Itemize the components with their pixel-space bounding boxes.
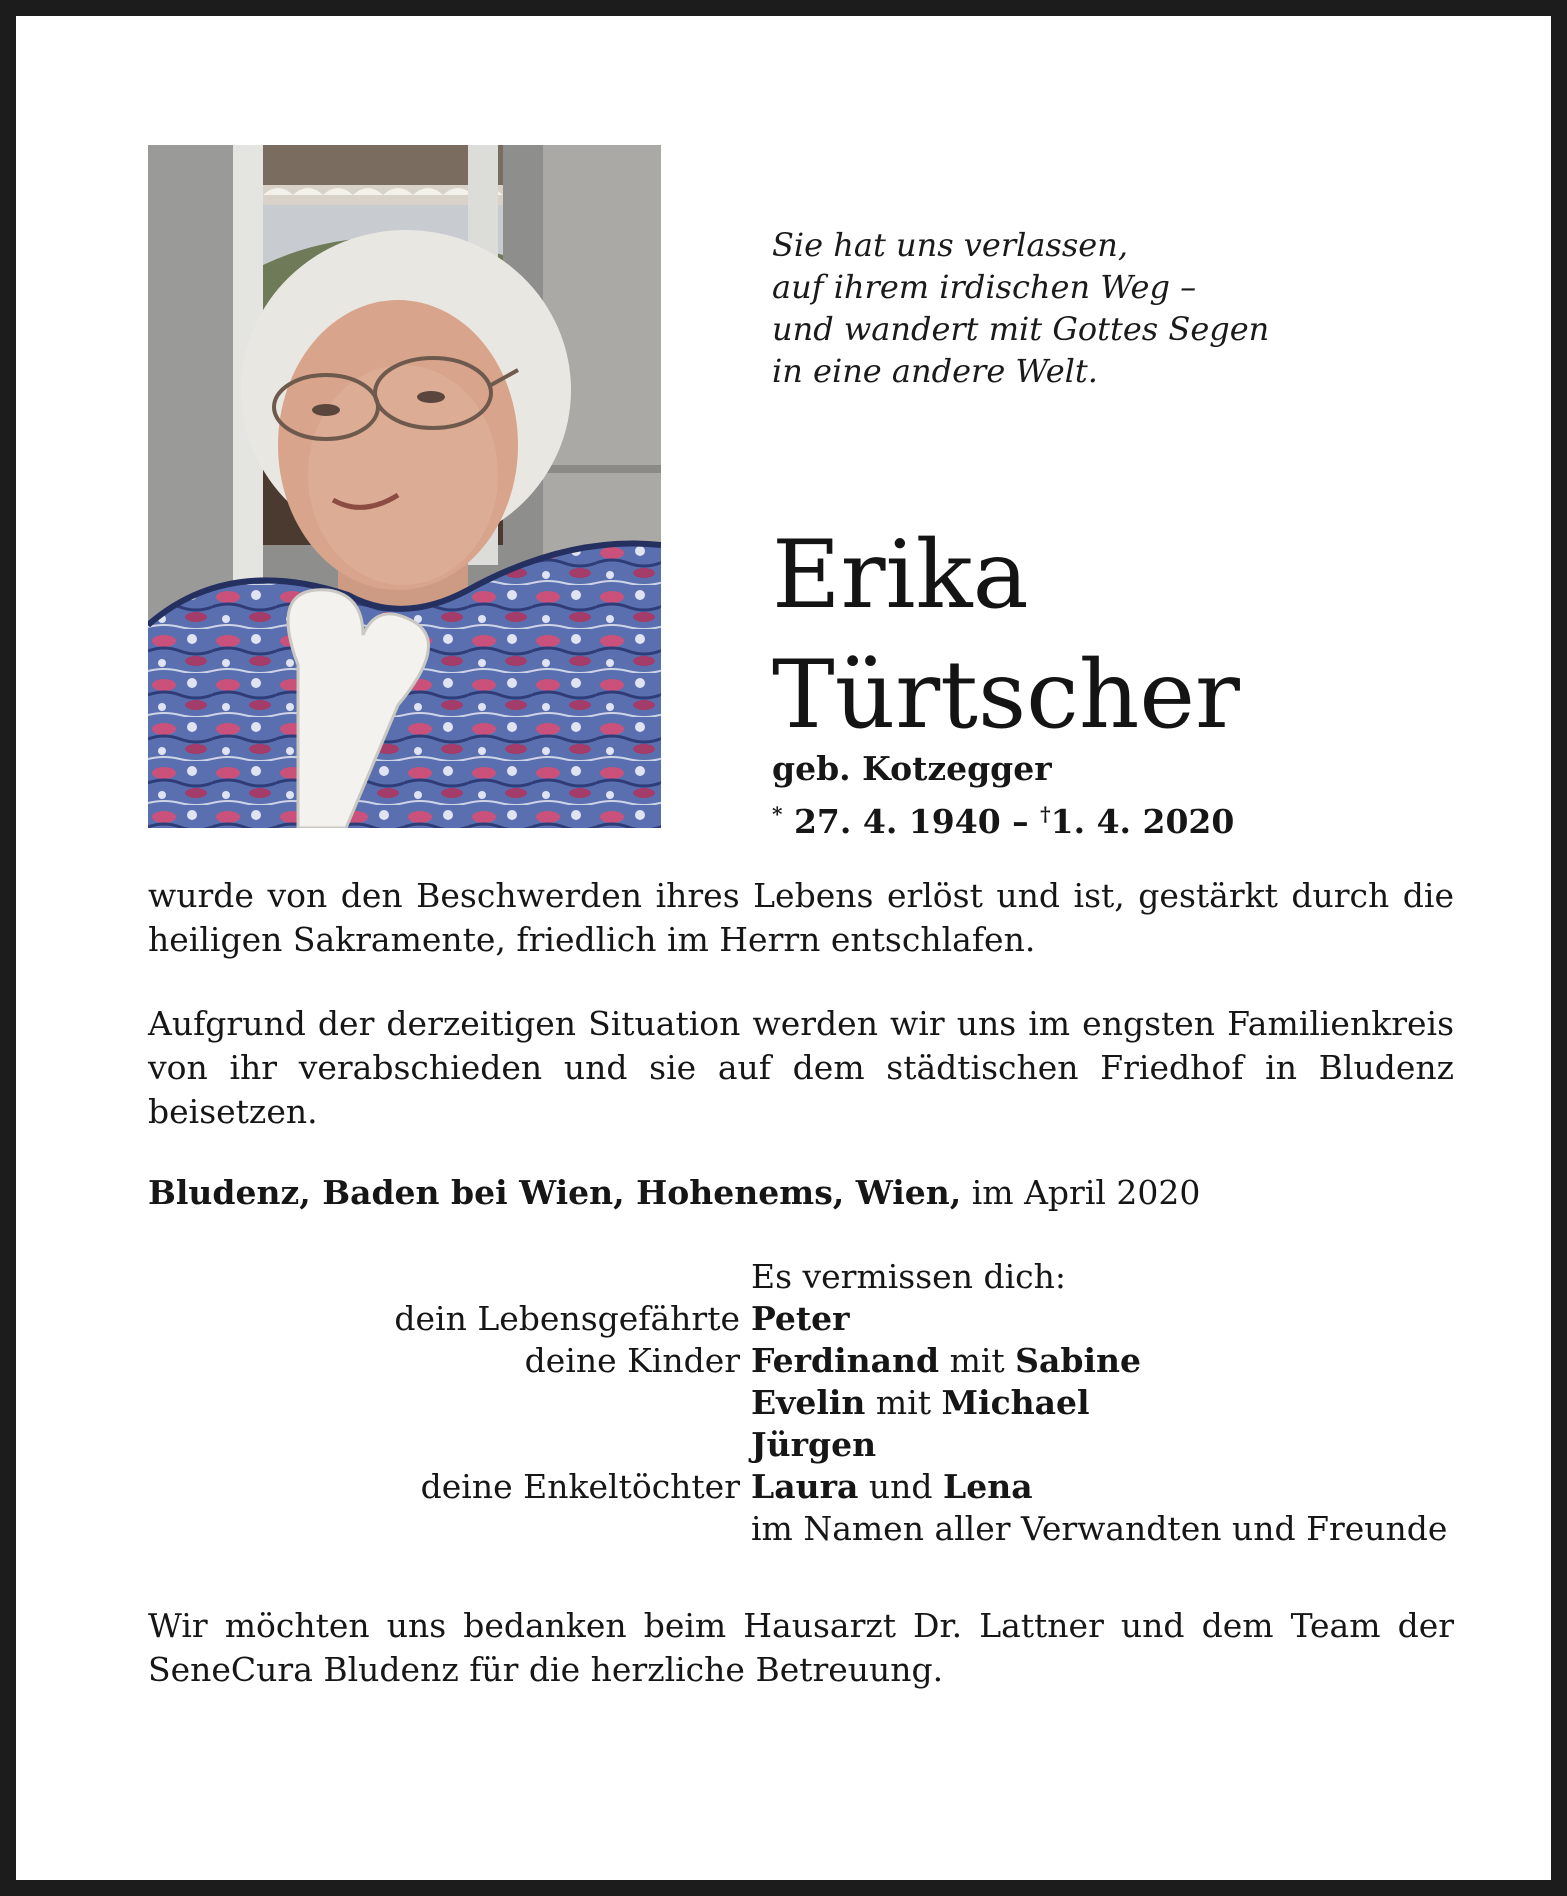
last-name: Türtscher [772,641,1240,750]
death-symbol: † [1040,802,1051,826]
conjunction: mit [875,1383,931,1422]
conjunction: mit [949,1341,1005,1380]
mourners-list [16,1256,1567,1550]
poem-line: auf ihrem irdischen Weg – [772,268,1197,306]
maiden-name: geb. Kotzegger [772,749,1052,788]
death-date: 1. 4. 2020 [1050,802,1235,841]
conjunction: und [868,1467,933,1506]
mourner-row [16,1424,1567,1466]
mourner-name: Ferdinand [751,1341,940,1380]
paragraph-thanks: Wir möchten uns bedanken beim Hausarzt Dr. Lattner und dem Team der SeneCura Bludenz für die herzliche Betreuung. [148,1606,1454,1689]
mourner-name: Laura [751,1467,859,1506]
mourner-names [751,1298,850,1340]
places-locations: Bludenz, Baden bei Wien, Hohenems, Wien, [148,1173,962,1212]
mourner-name: Lena [943,1467,1033,1506]
relation-label: dein Lebensgefährte [394,1299,740,1338]
mourners-closing: im Namen aller Verwandten und Freunde [751,1509,1448,1548]
relation-label: deine Kinder [524,1341,740,1380]
poem [772,224,1332,392]
mourner-names [751,1382,1090,1424]
mourner-name: Evelin [751,1383,866,1422]
mourners-intro-row [16,1256,1567,1298]
portrait-photo [148,145,661,828]
life-dates [772,793,1234,843]
mourner-name: Peter [751,1299,850,1338]
places-date: im April 2020 [971,1173,1201,1212]
mourner-names [751,1340,1141,1382]
poem-line: und wandert mit Gottes Segen [772,310,1270,348]
mourners-closing-row [16,1508,1567,1550]
birth-date: 27. 4. 1940 [793,802,1001,841]
poem-line: Sie hat uns verlassen, [772,226,1128,264]
deceased-name [772,516,1240,756]
relation-label: deine Enkeltöchter [420,1467,740,1506]
mourner-names [751,1466,1033,1508]
mourner-name: Jürgen [751,1425,877,1464]
paragraph-burial: Aufgrund der derzeitigen Situation werden wir uns im engsten Familienkreis von ihr verabschieden und sie auf dem städtischen Friedhof in Bludenz beisetzen. [148,1004,1454,1131]
first-name: Erika [772,521,1029,630]
mourner-names [751,1424,876,1466]
mourner-row [16,1466,1567,1508]
date-separator: – [1012,802,1029,841]
mourners-intro: Es vermissen dich: [751,1257,1066,1296]
paragraph-released: wurde von den Beschwerden ihres Lebens erlöst und ist, gestärkt durch die heiligen Sakramente, friedlich im Herrn entschlafen. [148,876,1454,959]
birth-symbol: * [772,802,783,826]
mourner-row [16,1382,1567,1424]
mourner-row [16,1298,1567,1340]
mourner-row [16,1340,1567,1382]
poem-line: in eine andere Welt. [772,352,1098,390]
mourner-name: Sabine [1015,1341,1141,1380]
mourner-name: Michael [941,1383,1090,1422]
places-line [148,1171,1200,1215]
